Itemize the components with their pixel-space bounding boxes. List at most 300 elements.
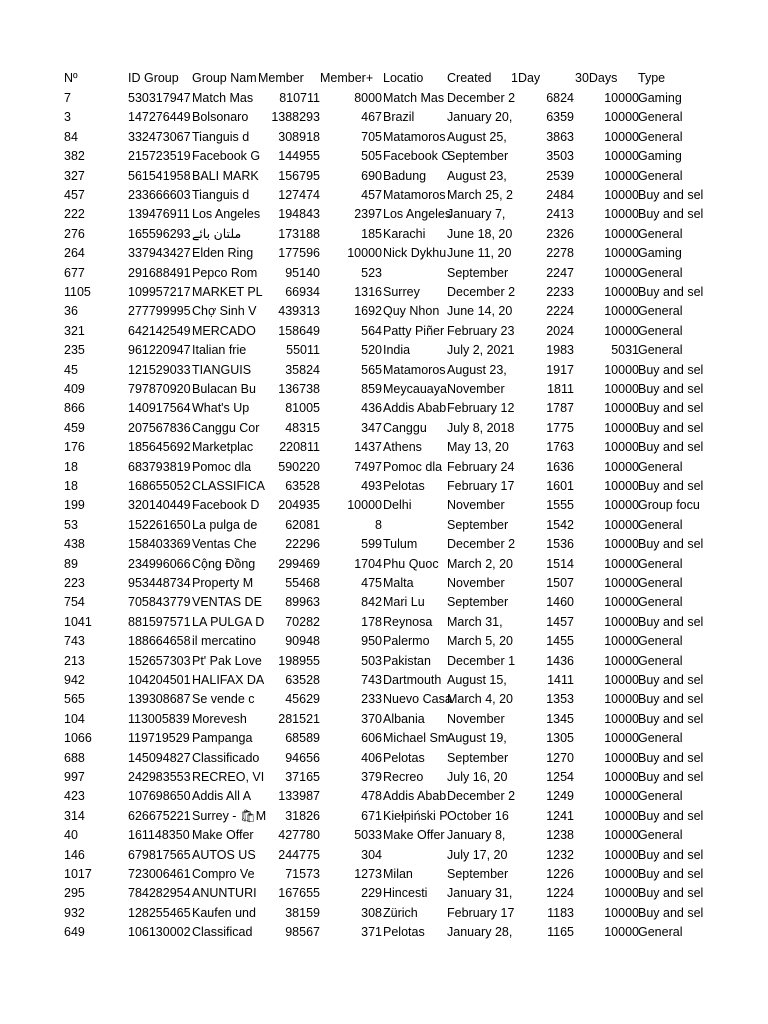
header-no: Nº (64, 71, 78, 85)
row-member-plus: 347 (361, 420, 382, 435)
row-1day: 1811 (547, 382, 574, 396)
row-group-name: Make Offer (192, 828, 254, 843)
row-no: 295 (64, 886, 85, 901)
row-created: August 15, (447, 673, 507, 687)
row-type: Group focu (638, 498, 700, 513)
row-group-name: Pt' Pak Love (192, 653, 262, 668)
table-row (0, 516, 768, 535)
row-1day: 1345 (546, 711, 574, 726)
row-id-group: 109957217 (128, 285, 191, 299)
row-member: 177596 (278, 246, 320, 261)
row-1day: 1436 (546, 653, 574, 668)
row-group-name: RECREO, VI (192, 770, 265, 784)
row-member: 167655 (278, 886, 320, 901)
row-location: Nuevo Casa (383, 692, 452, 707)
row-no: 235 (64, 343, 85, 358)
row-member: 439313 (278, 304, 320, 319)
row-group-name: MERCADO (192, 323, 256, 338)
row-location: Pakistan (383, 653, 431, 668)
header-type: Type (638, 71, 666, 85)
row-created: February 17 (447, 479, 515, 493)
row-1day: 1983 (546, 343, 574, 358)
row-group-name: Italian frie (192, 343, 247, 358)
row-member: 194843 (278, 207, 320, 222)
row-created: September (447, 517, 509, 532)
table-row (0, 768, 768, 787)
row-30days: 10000 (604, 576, 639, 590)
row-member-plus: 1704 (354, 556, 382, 571)
row-created: July 8, 2018 (447, 420, 515, 435)
row-created: December 2 (447, 537, 516, 552)
row-created: September (447, 867, 509, 881)
row-30days: 10000 (604, 382, 639, 396)
row-1day: 2539 (546, 168, 574, 183)
row-group-name: Elden Ring (192, 246, 254, 261)
table-row (0, 477, 768, 496)
row-member: 98567 (285, 925, 320, 940)
row-1day: 1601 (546, 479, 574, 493)
row-group-name: LA PULGA D (192, 614, 265, 629)
row-location: Pelotas (383, 750, 425, 765)
row-type: General (638, 265, 683, 280)
row-location: Canggu (383, 420, 427, 435)
row-created: September (447, 149, 509, 164)
row-member: 66934 (285, 285, 320, 299)
row-member-plus: 185 (361, 226, 382, 241)
row-created: December 2 (447, 285, 516, 299)
row-created: November (447, 382, 505, 396)
row-id-group: 683793819 (128, 459, 191, 474)
row-no: 199 (64, 498, 85, 513)
row-group-name: Facebook D (192, 498, 260, 513)
row-type: General (638, 517, 683, 532)
row-30days: 10000 (604, 808, 639, 823)
row-id-group: 784282954 (128, 886, 191, 901)
row-no: 45 (64, 362, 78, 377)
row-30days: 10000 (604, 692, 639, 707)
row-type: Buy and sel (638, 420, 704, 435)
row-1day: 1254 (546, 770, 574, 784)
table-row (0, 652, 768, 671)
table-row (0, 884, 768, 903)
table-row (0, 904, 768, 923)
row-30days: 10000 (604, 711, 639, 726)
row-member-plus: 1316 (354, 285, 382, 299)
row-1day: 1460 (546, 595, 574, 610)
row-member-plus: 5033 (354, 828, 382, 843)
row-no: 866 (64, 401, 85, 416)
row-created: February 23 (447, 323, 515, 338)
row-no: 688 (64, 750, 85, 765)
row-member: 810711 (279, 91, 320, 105)
row-location: Tulum (383, 537, 418, 552)
row-id-group: 145094827 (128, 750, 191, 765)
row-member-plus: 379 (361, 770, 382, 784)
row-no: 649 (64, 925, 85, 940)
header-30days: 30Days (575, 71, 618, 85)
row-type: Buy and sel (638, 886, 704, 901)
row-location (383, 516, 447, 535)
row-group-name: Facebook G (192, 149, 261, 164)
row-30days: 10000 (604, 110, 639, 125)
row-member: 244775 (278, 847, 320, 862)
row-id-group: 642142549 (128, 323, 191, 338)
row-member: 37165 (285, 770, 320, 784)
row-type: General (638, 129, 683, 144)
row-1day: 1226 (546, 867, 574, 881)
row-location: Matamoros (383, 362, 446, 377)
row-group-name: Property M (192, 576, 254, 590)
row-id-group: 242983553 (128, 770, 191, 784)
row-group-name: MARKET PL (192, 285, 263, 299)
row-member: 220811 (279, 440, 320, 455)
row-30days: 10000 (604, 91, 639, 105)
row-1day: 1353 (546, 692, 574, 707)
row-member: 95140 (285, 265, 320, 280)
row-type: General (638, 731, 683, 746)
row-type: General (638, 556, 683, 571)
row-created: August 19, (447, 731, 507, 746)
row-created: July 2, 2021 (447, 343, 515, 358)
row-group-name: Tianguis d (192, 129, 250, 144)
row-group-name: VENTAS DE (192, 595, 262, 610)
row-location: Meycauaya (383, 382, 447, 396)
row-type: Buy and sel (638, 401, 704, 416)
row-member-plus: 371 (361, 925, 382, 940)
row-id-group: 953448734 (128, 576, 191, 590)
table-row (0, 186, 768, 205)
row-location: Recreo (383, 770, 424, 784)
row-location: Dartmouth (383, 673, 442, 687)
row-1day: 1507 (546, 576, 574, 590)
row-member-plus: 406 (361, 750, 382, 765)
row-no: 1041 (64, 614, 92, 629)
row-no: 314 (64, 808, 85, 823)
row-1day: 2233 (546, 285, 574, 299)
row-no: 276 (64, 226, 85, 241)
table-row (0, 729, 768, 748)
row-id-group: 233666603 (128, 188, 191, 202)
row-member-plus: 842 (361, 595, 382, 610)
row-1day: 1232 (546, 847, 574, 862)
row-30days: 10000 (604, 614, 639, 629)
row-member-plus: 436 (361, 401, 382, 416)
row-id-group: 320140449 (128, 498, 191, 513)
row-created: February 17 (447, 905, 515, 920)
row-member-plus: 478 (361, 789, 382, 804)
row-member-plus: 304 (361, 847, 382, 862)
header-group-name: Group Nam (192, 71, 257, 85)
row-no: 36 (64, 304, 78, 319)
header-row (0, 69, 768, 88)
row-30days: 10000 (604, 886, 639, 901)
row-created: July 17, 20 (447, 847, 508, 862)
row-member: 71573 (285, 867, 320, 881)
row-created: December 2 (447, 789, 516, 804)
row-30days: 10000 (604, 828, 639, 843)
row-member-plus: 523 (361, 265, 382, 280)
row-1day: 1542 (546, 517, 574, 532)
row-member-plus: 520 (361, 343, 382, 358)
table-row (0, 496, 768, 515)
row-type: General (638, 459, 683, 474)
row-created: March 31, (447, 614, 503, 629)
row-group-name: Bulacan Bu (192, 382, 256, 396)
row-type: General (638, 828, 683, 843)
row-type: Buy and sel (638, 207, 704, 222)
row-location: Hincesti (383, 886, 428, 901)
row-member-plus: 178 (361, 614, 382, 629)
row-1day: 1455 (546, 634, 574, 649)
row-created: September (447, 265, 509, 280)
row-no: 40 (64, 828, 78, 843)
row-member: 45629 (285, 692, 320, 707)
row-no: 146 (64, 847, 85, 862)
row-30days: 10000 (604, 770, 639, 784)
row-group-name: Tianguis d (192, 188, 250, 202)
row-type: Buy and sel (638, 382, 704, 396)
row-30days: 10000 (604, 537, 639, 552)
row-no: 997 (64, 770, 85, 784)
row-type: Buy and sel (638, 614, 704, 629)
row-id-group: 139476911 (128, 207, 190, 222)
table-row (0, 710, 768, 729)
row-location: Athens (383, 440, 422, 455)
header-member: Member (258, 71, 304, 85)
row-1day: 2278 (546, 246, 574, 261)
table-row (0, 89, 768, 108)
row-no: 932 (64, 905, 85, 920)
row-id-group: 277799995 (128, 304, 191, 319)
row-30days: 10000 (604, 129, 639, 144)
row-created: June 14, 20 (447, 304, 513, 319)
row-member: 31826 (285, 808, 320, 823)
row-location: Zürich (383, 905, 418, 920)
row-30days: 10000 (604, 285, 639, 299)
row-no: 176 (64, 440, 85, 455)
row-type: Buy and sel (638, 770, 704, 784)
row-group-name: AUTOS US (192, 847, 256, 862)
row-type: General (638, 634, 683, 649)
row-member-plus: 370 (361, 711, 382, 726)
row-group-name: Bolsonaro (192, 110, 249, 125)
row-no: 104 (64, 711, 85, 726)
row-1day: 6824 (546, 91, 574, 105)
row-id-group: 185645692 (128, 440, 191, 455)
table-row (0, 264, 768, 283)
row-group-name: CLASSIFICA (192, 479, 265, 493)
row-member: 590220 (278, 459, 320, 474)
row-30days: 10000 (604, 595, 639, 610)
row-member-plus: 233 (361, 692, 382, 707)
row-30days: 10000 (604, 867, 639, 881)
row-member: 136738 (278, 382, 320, 396)
row-type: General (638, 925, 683, 940)
row-member-plus: 467 (361, 110, 382, 125)
row-30days: 10000 (604, 265, 639, 280)
table-row (0, 283, 768, 302)
table-row (0, 807, 768, 826)
row-type: Buy and sel (638, 808, 704, 823)
row-1day: 1305 (546, 731, 574, 746)
row-location: Quy Nhon (383, 304, 440, 319)
row-member: 308918 (278, 129, 320, 144)
row-created: June 18, 20 (447, 226, 513, 241)
row-type: Buy and sel (638, 847, 704, 862)
row-1day: 2326 (546, 226, 574, 241)
row-location: Palermo (383, 634, 430, 649)
row-location: Pelotas (383, 925, 425, 940)
row-30days: 10000 (604, 517, 639, 532)
row-id-group: 104204501 (128, 673, 191, 687)
row-group-name: Cộng Đồng (192, 556, 256, 571)
row-id-group: 530317947 (128, 91, 191, 105)
row-member: 81005 (285, 401, 320, 416)
row-30days: 10000 (604, 653, 639, 668)
row-no: 223 (64, 576, 85, 590)
row-location: Patty Piñer (383, 323, 445, 338)
row-location (383, 264, 447, 283)
row-location: Los Angeles (383, 207, 452, 222)
row-type: General (638, 653, 683, 668)
row-member: 68589 (285, 731, 320, 746)
row-member: 90948 (285, 634, 320, 649)
table-row (0, 205, 768, 224)
row-30days: 10000 (604, 226, 639, 241)
row-location: Delhi (383, 498, 412, 513)
row-created: January 31, (447, 886, 513, 901)
row-no: 457 (64, 188, 85, 202)
row-created: September (447, 595, 509, 610)
row-member: 299469 (278, 556, 320, 571)
row-id-group: 152657303 (128, 653, 191, 668)
row-1day: 2024 (546, 323, 574, 338)
row-1day: 6359 (546, 110, 574, 125)
row-id-group: 128255465 (128, 905, 191, 920)
row-no: 327 (64, 168, 85, 183)
row-member: 158649 (278, 323, 320, 338)
row-created: March 25, 2 (447, 188, 514, 202)
row-member-plus: 8000 (354, 91, 382, 105)
row-1day: 1514 (546, 556, 574, 571)
table-row (0, 865, 768, 884)
table-row (0, 128, 768, 147)
row-member: 281521 (278, 711, 320, 726)
row-location: Mari Lu (383, 595, 425, 610)
row-created: August 23, (447, 362, 507, 377)
row-30days: 10000 (604, 420, 639, 435)
row-30days: 10000 (604, 323, 639, 338)
row-id-group: 332473067 (128, 129, 191, 144)
row-1day: 2484 (546, 188, 574, 202)
row-member-plus: 2397 (354, 207, 382, 222)
table-row (0, 632, 768, 651)
row-no: 942 (64, 673, 85, 687)
row-member-plus: 606 (361, 731, 382, 746)
row-no: 1017 (64, 867, 92, 881)
row-30days: 10000 (604, 207, 639, 222)
row-group-name: ANUNTURI (192, 886, 257, 901)
row-location: India (383, 343, 411, 358)
row-group-name: Los Angeles (192, 207, 261, 222)
row-id-group: 161148350 (128, 828, 190, 843)
row-no: 409 (64, 382, 85, 396)
row-id-group: 121529033 (128, 362, 191, 377)
row-id-group: 152261650 (128, 517, 191, 532)
row-id-group: 188664658 (128, 634, 191, 649)
table-row (0, 147, 768, 166)
row-type: Buy and sel (638, 867, 704, 881)
row-member: 204935 (278, 498, 320, 513)
table-row (0, 555, 768, 574)
row-type: Gaming (638, 246, 682, 261)
row-1day: 1249 (546, 789, 574, 804)
row-type: Gaming (638, 91, 682, 105)
row-group-name: Se vende c (192, 692, 255, 707)
table-row (0, 438, 768, 457)
row-no: 53 (64, 517, 78, 532)
row-30days: 10000 (604, 634, 639, 649)
row-id-group: 207567836 (128, 420, 191, 435)
row-id-group: 337943427 (128, 246, 191, 261)
table-row (0, 593, 768, 612)
row-1day: 1763 (546, 440, 574, 455)
row-created: June 11, 20 (447, 246, 512, 261)
table-row (0, 341, 768, 360)
table-row (0, 787, 768, 806)
row-member: 1388293 (271, 110, 320, 125)
row-1day: 1238 (546, 828, 574, 843)
row-no: 222 (64, 207, 85, 222)
row-1day: 1224 (546, 886, 574, 901)
row-created: May 13, 20 (447, 440, 509, 455)
row-30days: 10000 (604, 168, 639, 183)
row-location (383, 846, 447, 865)
row-group-name: Pampanga (192, 731, 253, 746)
row-location: Phu Quoc (383, 556, 439, 571)
table-row (0, 244, 768, 263)
row-location: Surrey (383, 285, 420, 299)
row-no: 754 (64, 595, 85, 610)
row-id-group: 168655052 (128, 479, 191, 493)
row-created: November (447, 711, 505, 726)
row-no: 321 (64, 323, 85, 338)
row-30days: 10000 (604, 905, 639, 920)
row-member-plus: 308 (361, 905, 382, 920)
row-no: 18 (64, 459, 78, 474)
row-id-group: 705843779 (128, 595, 191, 610)
table-row (0, 458, 768, 477)
row-location: Pomoc dla (383, 459, 443, 474)
header-1day: 1Day (511, 71, 541, 85)
row-group-name: Match Mas (192, 91, 254, 105)
row-created: January 20, (447, 110, 513, 125)
row-created: August 23, (447, 168, 507, 183)
row-location: Brazil (383, 110, 415, 125)
row-group-name: Pepco Rom (192, 265, 258, 280)
row-1day: 3863 (546, 129, 574, 144)
row-type: Buy and sel (638, 479, 704, 493)
row-1day: 2224 (546, 304, 574, 319)
row-group-name: Morevesh (192, 711, 247, 726)
row-location: Pelotas (383, 479, 425, 493)
header-member-plus: Member+ (320, 71, 374, 85)
row-30days: 10000 (604, 362, 639, 377)
row-id-group: 234996066 (128, 556, 191, 571)
row-group-name: Ventas Che (192, 537, 257, 552)
row-created: December 2 (447, 91, 516, 105)
row-created: December 1 (447, 653, 516, 668)
